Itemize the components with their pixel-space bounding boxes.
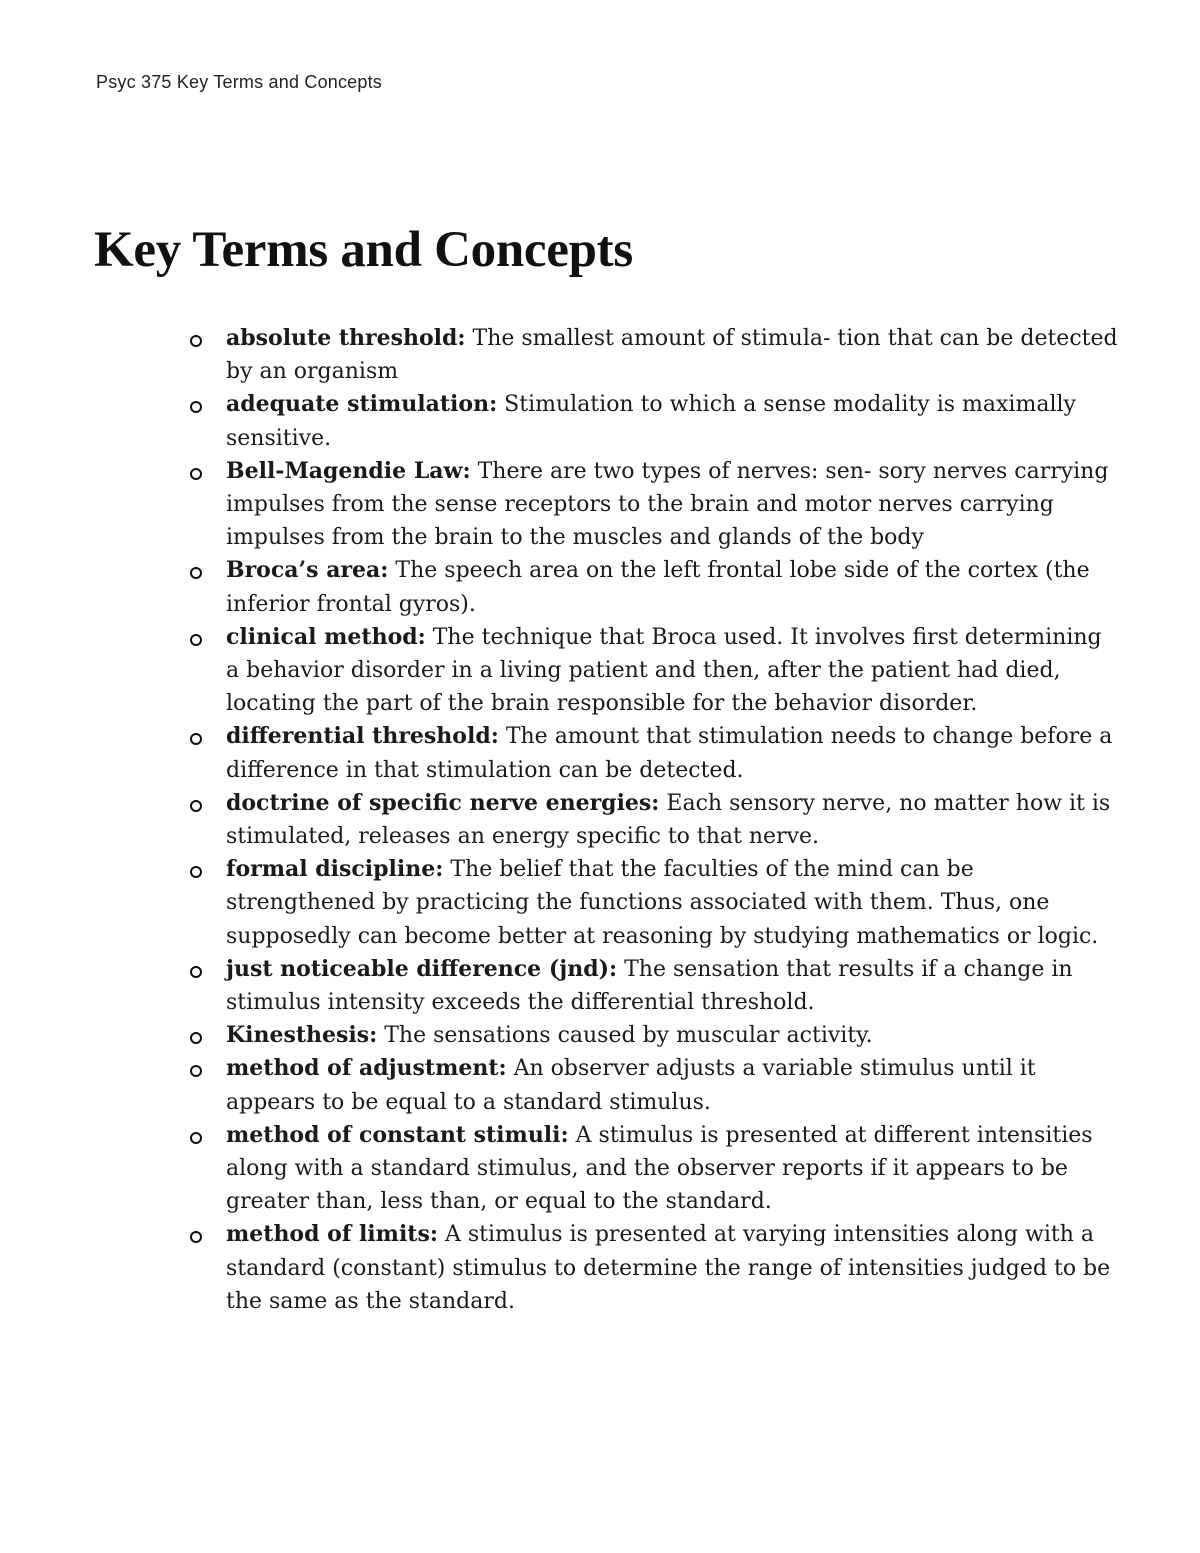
term-name: just noticeable difference (jnd): [226,955,618,982]
list-item [178,554,1118,620]
term-definition: The amount that stimulation needs to change before a difference in that stimulation can be detected. [226,724,1113,783]
term-definition: Each sensory nerve, no matter how it is stimulated, releases an energy specific to that nerve. [226,790,1111,850]
term-name: formal discipline: [226,856,444,883]
circle-bullet-icon [190,733,202,745]
list-item [178,1119,1118,1219]
term-name: clinical method: [226,623,426,650]
circle-bullet-icon [190,634,202,646]
term-definition: The sensation that results if a change in stimulus intensity exceeds the differential threshold. [226,956,1073,1016]
term-name: Bell-Magendie Law: [226,457,471,484]
term-definition: There are two types of nerves: sen- sory nerves carrying impulses from the sense receptors to the brain and motor nerves carrying impulses from the brain to the muscles and glands of the body [226,458,1109,551]
term-name: method of adjustment: [226,1055,507,1082]
term-definition: A stimulus is presented at different intensities along with a standard stimulus, and the observer reports if it appears to be greater than, less than, or equal to the standard. [226,1122,1093,1215]
term-name: method of limits: [226,1221,438,1248]
term-name: method of constant stimuli: [226,1121,569,1148]
circle-bullet-icon [190,468,202,480]
page-title: Key Terms and Concepts [94,222,633,278]
list-item [178,455,1118,555]
list-item [178,853,1118,953]
list-item [178,1019,1118,1052]
term-name: differential threshold: [226,723,499,750]
circle-bullet-icon [190,866,202,878]
circle-bullet-icon [190,401,202,413]
list-item [178,322,1118,388]
term-definition: Stimulation to which a sense modality is maximally sensitive. [226,392,1076,451]
list-item [178,787,1118,853]
circle-bullet-icon [190,1231,202,1243]
circle-bullet-icon [190,1032,202,1044]
list-item [178,621,1118,721]
page-header: Psyc 375 Key Terms and Concepts [96,72,383,92]
term-definition: The technique that Broca used. It involves first determining a behavior disorder in a living patient and then, after the patient had died, locating the part of the brain responsible for the behavior disorder. [226,624,1102,717]
term-name: absolute threshold: [226,325,466,351]
term-definition: The sensations caused by muscular activity. [377,1023,873,1049]
list-item [178,1052,1118,1118]
list-item [178,1218,1118,1318]
circle-bullet-icon [190,1065,202,1077]
key-terms-list [178,322,1118,1318]
term-name: adequate stimulation: [226,391,498,418]
term-definition: A stimulus is presented at varying intensities along with a standard (constant) stimulus to determine the range of intensities judged to be the same as the standard. [226,1222,1111,1314]
term-definition: The smallest amount of stimula- tion that can be detected by an organism [226,326,1118,385]
circle-bullet-icon [190,800,202,812]
term-name: Broca’s area: [226,557,389,584]
list-item [178,388,1118,454]
circle-bullet-icon [190,335,202,347]
circle-bullet-icon [190,567,202,579]
circle-bullet-icon [190,1132,202,1144]
term-name: doctrine of specific nerve energies: [226,789,660,816]
list-item [178,953,1118,1019]
term-definition: The belief that the faculties of the mind can be strengthened by practicing the functions associated with them. Thus, one supposedly can become better at reasoning by studying mathematics or logic. [226,857,1099,949]
term-definition: The speech area on the left frontal lobe side of the cortex (the inferior frontal gyros). [226,558,1090,617]
term-name: Kinesthesis: [226,1022,378,1049]
list-item [178,720,1118,786]
term-definition: An observer adjusts a variable stimulus until it appears to be equal to a standard stimulus. [226,1056,1036,1115]
circle-bullet-icon [190,966,202,978]
